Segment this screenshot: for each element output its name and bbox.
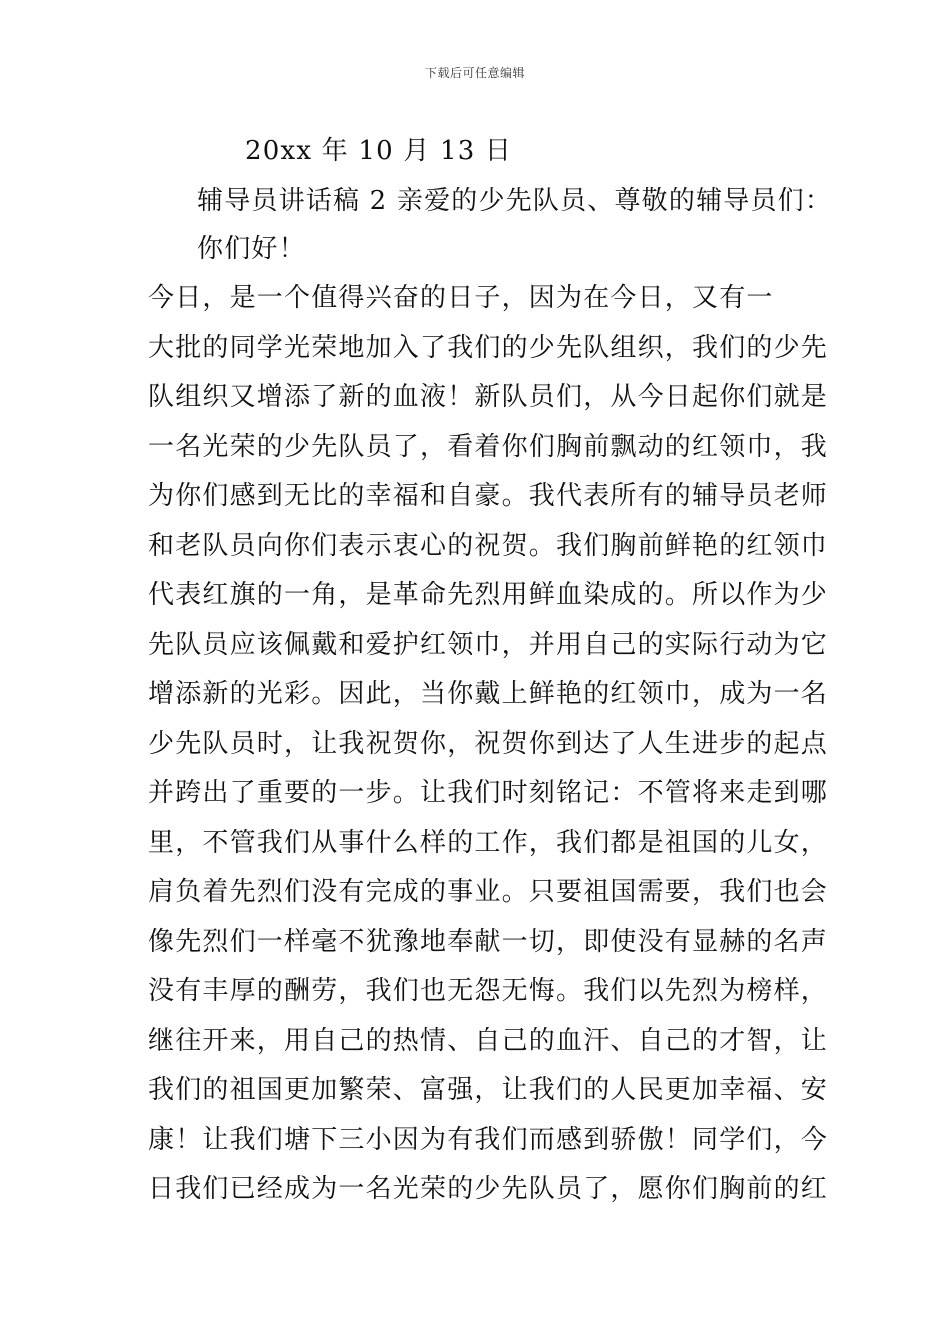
document-date: 20xx 年 10 月 13 日 (245, 136, 513, 166)
body-line: 并跨出了重要的一步。让我们时刻铭记：不管将来走到哪 (148, 778, 829, 808)
body-line: 里，不管我们从事什么样的工作，我们都是祖国的儿女， (148, 827, 829, 858)
body-line: 继往开来，用自己的热情、自己的血汗、自己的才智，让 (148, 1025, 829, 1056)
body-line: 队组织又增添了新的血液！新队员们，从今日起你们就是 (148, 382, 829, 412)
document-title: 辅导员讲话稿 2 亲爱的少先队员、尊敬的辅导员们： (197, 186, 833, 216)
body-line: 肩负着先烈们没有完成的事业。只要祖国需要，我们也会 (148, 877, 829, 907)
body-line: 大批的同学光荣地加入了我们的少先队组织，我们的少先 (148, 332, 829, 363)
greeting: 你们好！ (197, 234, 306, 264)
body-line: 日我们已经成为一名光荣的少先队员了，愿你们胸前的红 (148, 1174, 829, 1204)
body-line: 康！让我们塘下三小因为有我们而感到骄傲！同学们，今 (148, 1124, 829, 1155)
body-line: 增添新的光彩。因此，当你戴上鲜艳的红领巾，成为一名 (148, 679, 829, 709)
body-line: 代表红旗的一角，是革命先烈用鲜血染成的。所以作为少 (148, 580, 829, 610)
body-line: 今日，是一个值得兴奋的日子，因为在今日，又有一 (148, 283, 774, 313)
body-line: 我们的祖国更加繁荣、富强，让我们的人民更加幸福、安 (148, 1075, 829, 1105)
body-text (148, 283, 829, 1224)
body-line: 一名光荣的少先队员了，看着你们胸前飘动的红领巾，我 (148, 431, 829, 462)
body-line: 没有丰厚的酬劳，我们也无怨无悔。我们以先烈为榜样， (148, 976, 829, 1006)
body-line: 先队员应该佩戴和爱护红领巾，并用自己的实际行动为它 (148, 629, 829, 660)
body-line: 少先队员时，让我祝贺你，祝贺你到达了人生进步的起点 (148, 728, 829, 759)
body-line: 为你们感到无比的幸福和自豪。我代表所有的辅导员老师 (148, 481, 829, 511)
page-header-note: 下载后可任意编辑 (424, 66, 525, 80)
body-line: 和老队员向你们表示衷心的祝贺。我们胸前鲜艳的红领巾 (148, 530, 829, 561)
body-line: 像先烈们一样毫不犹豫地奉献一切，即使没有显赫的名声 (148, 926, 829, 957)
